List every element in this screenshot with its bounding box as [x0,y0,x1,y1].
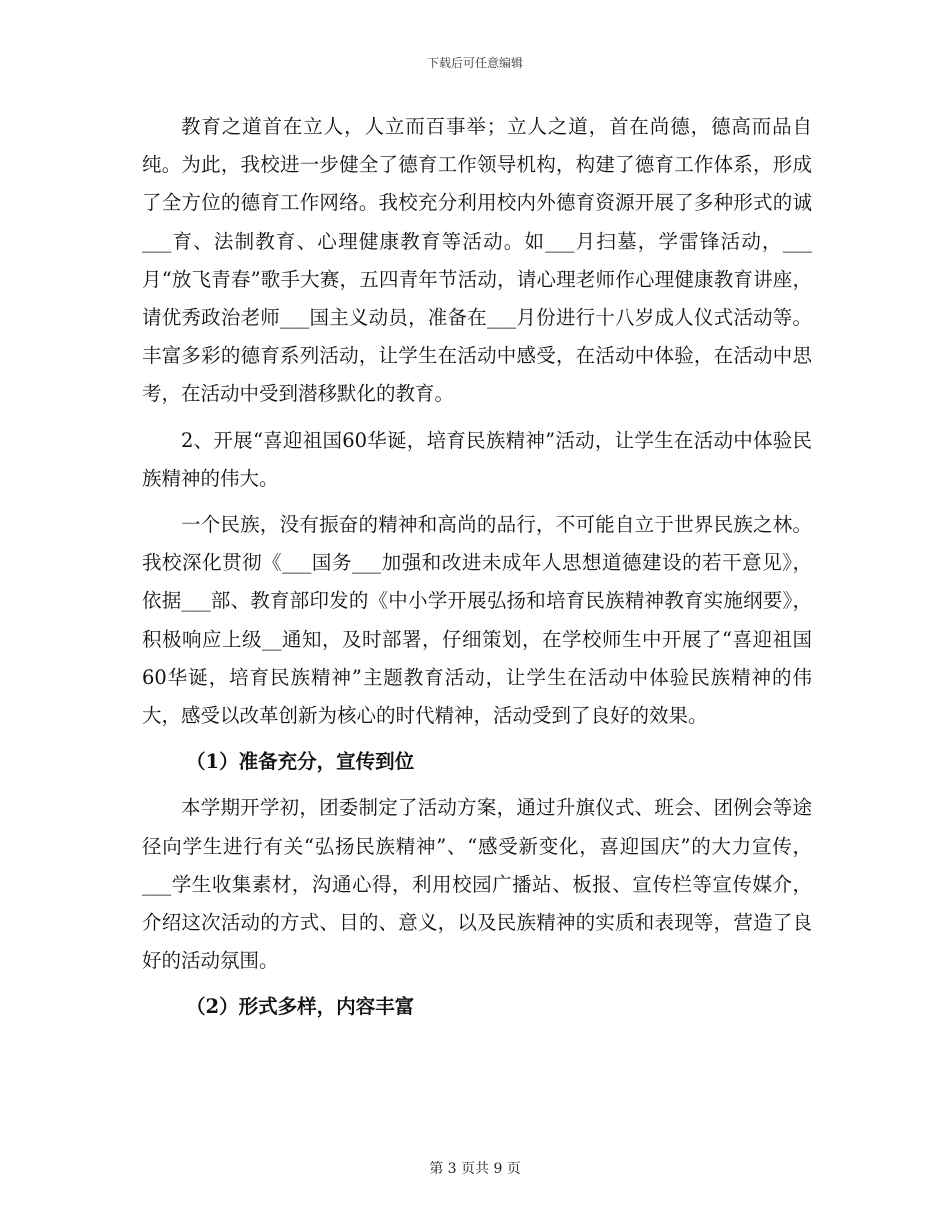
header-note: 下载后可任意编辑 [426,56,523,70]
document-body [142,108,812,1035]
page-footer: 第 3 页共 9 页 [429,1161,521,1177]
subheading-preparation: （1）准备充分，宣传到位 [186,750,415,774]
paragraph-publicity: 本学期开学初，团委制定了活动方案，通过升旗仪式、班会、团例会等途径向学生进行有关“弘扬民族精神”、“感受新变化，喜迎国庆”的大力宣传，___学生收集素材，沟通心得，利用校园广播站、板报、宣传栏等宣传媒介，介绍这次活动的方式、目的、意义，以及民族精神的实质和表现等，营造了良好的活动氛围。 [142,796,812,973]
paragraph-moral-education: 教育之道首在立人，人立而百事举；立人之道，首在尚德，德高而品自纯。为此，我校进一步健全了德育工作领导机构，构建了德育工作体系，形成了全方位的德育工作网络。我校充分利用校内外德育资源开展了多种形式的诚___育、法制教育、心理健康教育等活动。如___月扫墓，学雷锋活动，___月“放飞青春”歌手大赛，五四青年节活动，请心理老师作心理健康教育讲座，请优秀政治老师___国主义动员，准备在___月份进行十八岁成人仪式活动等。丰富多彩的德育系列活动，让学生在活动中感受，在活动中体验，在活动中思考，在活动中受到潜移默化的教育。 [142,115,812,406]
subheading-forms-content: （2）形式多样，内容丰富 [186,995,415,1019]
paragraph-section-2-title: 2、开展“喜迎祖国60华诞，培育民族精神”活动，让学生在活动中体验民族精神的伟大。 [142,428,812,490]
paragraph-national-spirit: 一个民族，没有振奋的精神和高尚的品行，不可能自立于世界民族之林。我校深化贯彻《___国务___加强和改进未成年人思想道德建设的若干意见》，依据___部、教育部印发的《中小学开展弘扬和培育民族精神教育实施纲要》，积极响应上级__通知，及时部署，仔细策划，在学校师生中开展了“喜迎祖国60华诞，培育民族精神”主题教育活动，让学生在活动中体验民族精神的伟大，感受以改革创新为核心的时代精神，活动受到了良好的效果。 [142,513,812,728]
